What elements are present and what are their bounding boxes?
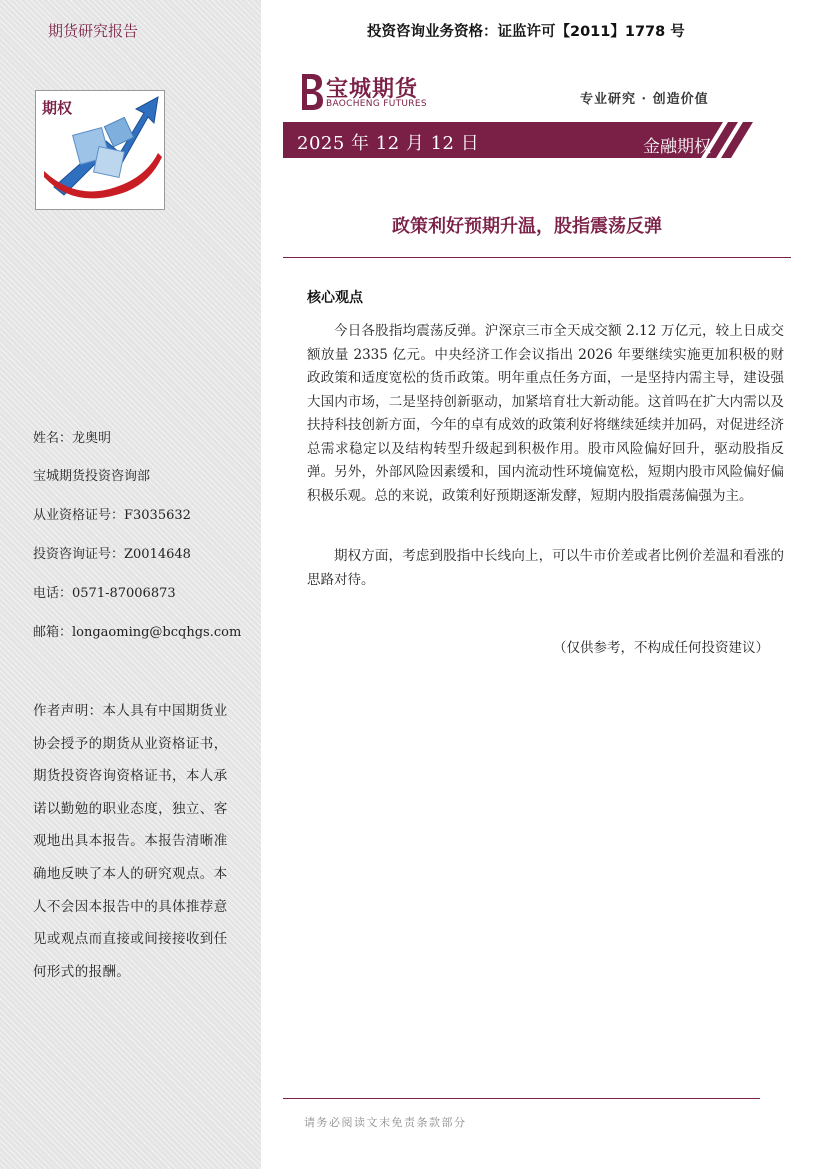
body-paragraph: 今日各股指均震荡反弹。沪深京三市全天成交额 2.12 万亿元，较上日成交额放量 2335 亿元。中央经济工作会议指出 2026 年要继续实施更加积极的财政政策和适度宽松的货币政策。明年重点任务方面，一是坚持内需主导，建设强大国内市场，二是坚持创新驱动，加紧培育壮大新动能。这首吗在扩大内需以及扶持科技创新方面，今年的卓有成效的政策利好将继续延续并加码，对促进经济总需求稳定以及结构转型升级起到积极作用。股市风险偏好回升，驱动股指反弹。另外，外部风险因素缓和，国内流动性环境偏宽松，短期内股市风险偏好偏积极乐观。总的来说，政策利好预期逐渐发酵，短期内股指震荡偏强为主。	[307, 323, 784, 504]
cover-illustration	[35, 90, 165, 210]
author-qualification: 从业资格证号：F3035632	[33, 508, 191, 523]
logo-mark-icon	[296, 72, 324, 112]
report-type-label: 期货研究报告	[48, 22, 139, 40]
author-consulting-cert: 投资咨询证号：Z0014648	[33, 547, 191, 562]
report-date: 2025 年 12 月 12 日	[297, 133, 480, 154]
report-category: 金融期权	[643, 137, 711, 157]
author-phone: 电话：0571-87006873	[33, 586, 176, 601]
headline-divider	[283, 257, 791, 258]
logo-english-name: BAOCHENG FUTURES	[326, 99, 427, 109]
license-statement: 投资咨询业务资格：证监许可【2011】1778 号	[367, 24, 685, 40]
body-paragraph: 期权方面，考虑到股指中长线向上，可以牛市价差或者比例价差温和看涨的思路对待。	[307, 548, 784, 588]
sidebar	[0, 0, 261, 1169]
logo-chinese-name: 宝城期货	[326, 76, 419, 102]
options-chart-icon	[36, 91, 164, 209]
author-email[interactable]: 邮箱：longaoming@bcqhgs.com	[33, 625, 242, 640]
report-headline: 政策利好预期升温，股指震荡反弹	[392, 216, 662, 237]
company-slogan: 专业研究 · 创造价值	[580, 92, 709, 107]
company-logo	[296, 70, 446, 114]
svg-text:期权: 期权	[42, 99, 73, 117]
author-department: 宝城期货投资咨询部	[33, 469, 151, 484]
author-disclaimer: 作者声明：本人具有中国期货业协会授予的期货从业资格证书，期货投资咨询资格证书，本人承诺以勤勉的职业态度，独立、客观地出具本报告。本报告清晰准确地反映了本人的研究观点。本人不会因本报告中的具体推荐意见或观点而直接或间接接收到任何形式的报酬。	[33, 703, 228, 980]
author-name: 姓名：龙奥明	[33, 431, 112, 446]
footer-divider	[283, 1098, 760, 1099]
section-title: 核心观点	[307, 290, 363, 306]
investment-note: （仅供参考，不构成任何投资建议）	[553, 640, 769, 656]
footer-disclaimer-link[interactable]: 请务必阅读文末免责条款部分	[304, 1116, 467, 1129]
